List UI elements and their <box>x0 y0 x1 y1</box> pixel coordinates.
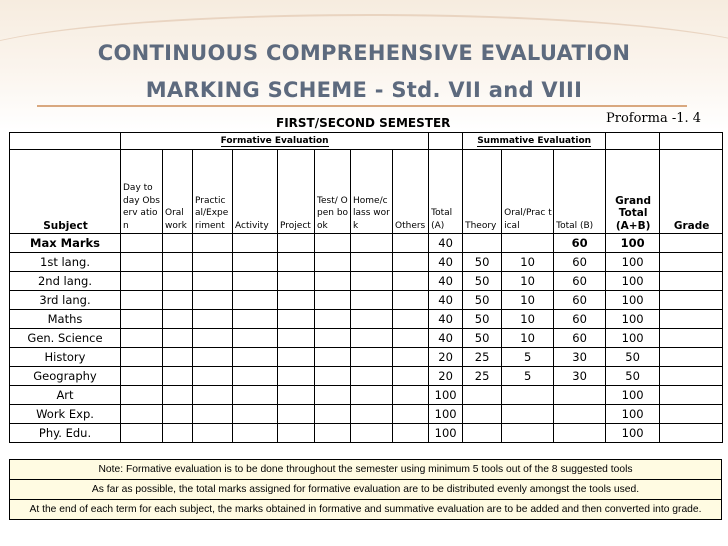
col-grand-total-header: Grand Total (A+B) <box>606 150 660 234</box>
col-home-class-work-header: Home/c lass work <box>351 150 393 234</box>
total-b-cell: 60 <box>554 291 606 310</box>
formative-tool-cell <box>121 310 163 329</box>
group-header-blank <box>429 133 463 150</box>
formative-tool-cell <box>121 348 163 367</box>
grand-total-cell: 100 <box>606 329 660 348</box>
oral-practical-cell: 5 <box>502 367 554 386</box>
total-b-cell <box>554 386 606 405</box>
formative-tool-cell <box>193 424 233 443</box>
row-subject: 3rd lang. <box>10 291 121 310</box>
total-b-cell: 60 <box>554 329 606 348</box>
formative-tool-cell <box>393 424 429 443</box>
formative-tool-cell <box>393 386 429 405</box>
formative-tool-cell <box>193 310 233 329</box>
formative-tool-cell <box>278 424 315 443</box>
notes-body <box>10 460 722 520</box>
row-subject: Geography <box>10 367 121 386</box>
formative-tool-cell <box>315 234 351 253</box>
theory-cell <box>463 405 502 424</box>
total-a-cell: 40 <box>429 329 463 348</box>
formative-tool-cell <box>193 253 233 272</box>
formative-tool-cell <box>163 424 193 443</box>
formative-tool-cell <box>193 348 233 367</box>
formative-tool-cell <box>393 329 429 348</box>
formative-tool-cell <box>351 253 393 272</box>
col-oral-practical-header: Oral/Prac tical <box>502 150 554 234</box>
formative-tool-cell <box>278 367 315 386</box>
formative-tool-cell <box>393 405 429 424</box>
formative-header <box>121 133 429 150</box>
formative-tool-cell <box>315 272 351 291</box>
oral-practical-cell: 10 <box>502 253 554 272</box>
theory-cell: 50 <box>463 253 502 272</box>
formative-tool-cell <box>121 234 163 253</box>
formative-tool-cell <box>121 253 163 272</box>
formative-tool-cell <box>233 310 278 329</box>
col-total-b-header: Total (B) <box>554 150 606 234</box>
col-theory-header: Theory <box>463 150 502 234</box>
row-subject: Art <box>10 386 121 405</box>
total-a-cell: 20 <box>429 367 463 386</box>
table-row <box>10 253 723 272</box>
row-subject: Work Exp. <box>10 405 121 424</box>
theory-cell <box>463 386 502 405</box>
table-row <box>10 367 723 386</box>
col-subject-header: Subject <box>10 150 121 234</box>
formative-tool-cell <box>233 234 278 253</box>
formative-tool-cell <box>351 329 393 348</box>
total-b-cell <box>554 405 606 424</box>
formative-tool-cell <box>233 291 278 310</box>
table-row <box>10 424 723 443</box>
formative-tool-cell <box>315 329 351 348</box>
note-row <box>10 460 722 480</box>
table-row <box>10 272 723 291</box>
row-subject: History <box>10 348 121 367</box>
formative-tool-cell <box>233 272 278 291</box>
formative-tool-cell <box>163 405 193 424</box>
oral-practical-cell <box>502 424 554 443</box>
row-subject: Gen. Science <box>10 329 121 348</box>
formative-tool-cell <box>163 253 193 272</box>
grade-cell <box>660 310 723 329</box>
col-oral-work-header: Oral work <box>163 150 193 234</box>
formative-tool-cell <box>315 405 351 424</box>
grade-cell <box>660 405 723 424</box>
column-header-row <box>10 150 723 234</box>
col-others-header: Others <box>393 150 429 234</box>
total-b-cell: 30 <box>554 367 606 386</box>
grand-total-cell: 100 <box>606 405 660 424</box>
theory-cell: 50 <box>463 310 502 329</box>
formative-tool-cell <box>315 424 351 443</box>
oral-practical-cell <box>502 405 554 424</box>
formative-tool-cell <box>193 367 233 386</box>
formative-tool-cell <box>278 348 315 367</box>
group-header-blank <box>660 133 723 150</box>
oral-practical-cell: 10 <box>502 310 554 329</box>
formative-tool-cell <box>163 234 193 253</box>
oral-practical-cell <box>502 234 554 253</box>
row-subject: Phy. Edu. <box>10 424 121 443</box>
notes-box <box>9 459 722 520</box>
grand-total-cell: 50 <box>606 348 660 367</box>
formative-tool-cell <box>193 386 233 405</box>
row-subject: Max Marks <box>10 234 121 253</box>
note-text: As far as possible, the total marks assigned for formative evaluation are to be distributed evenly amongst the tools used. <box>10 480 722 500</box>
table-body <box>10 234 723 443</box>
formative-tool-cell <box>163 272 193 291</box>
table-row <box>10 329 723 348</box>
note-row <box>10 480 722 500</box>
grade-cell <box>660 291 723 310</box>
formative-tool-cell <box>121 405 163 424</box>
formative-tool-cell <box>393 367 429 386</box>
total-a-cell: 40 <box>429 310 463 329</box>
title-underline <box>37 105 687 107</box>
formative-tool-cell <box>393 291 429 310</box>
total-a-cell: 100 <box>429 386 463 405</box>
total-a-cell: 100 <box>429 424 463 443</box>
oral-practical-cell: 5 <box>502 348 554 367</box>
col-project-header: Project <box>278 150 315 234</box>
formative-tool-cell <box>233 329 278 348</box>
formative-tool-cell <box>233 253 278 272</box>
formative-tool-cell <box>351 348 393 367</box>
oral-practical-cell: 10 <box>502 291 554 310</box>
formative-tool-cell <box>315 386 351 405</box>
formative-tool-cell <box>315 310 351 329</box>
grade-cell <box>660 424 723 443</box>
grand-total-cell: 100 <box>606 234 660 253</box>
formative-tool-cell <box>278 234 315 253</box>
formative-tool-cell <box>278 272 315 291</box>
group-header-row <box>10 133 723 150</box>
oral-practical-cell: 10 <box>502 329 554 348</box>
formative-tool-cell <box>121 291 163 310</box>
formative-tool-cell <box>121 272 163 291</box>
grade-cell <box>660 367 723 386</box>
total-b-cell: 60 <box>554 253 606 272</box>
total-b-cell: 60 <box>554 310 606 329</box>
formative-tool-cell <box>163 348 193 367</box>
table-row <box>10 291 723 310</box>
theory-cell: 50 <box>463 329 502 348</box>
formative-tool-cell <box>121 386 163 405</box>
oral-practical-cell: 10 <box>502 272 554 291</box>
theory-cell <box>463 424 502 443</box>
formative-tool-cell <box>193 405 233 424</box>
formative-tool-cell <box>233 405 278 424</box>
col-day-to-day-observation-header: Day to day Observ ation <box>121 150 163 234</box>
total-a-cell: 40 <box>429 234 463 253</box>
col-test-open-book-header: Test/ Open book <box>315 150 351 234</box>
grand-total-cell: 50 <box>606 367 660 386</box>
total-b-cell: 60 <box>554 234 606 253</box>
grand-total-cell: 100 <box>606 272 660 291</box>
total-b-cell: 60 <box>554 272 606 291</box>
col-total-a-header: Total (A) <box>429 150 463 234</box>
formative-tool-cell <box>193 291 233 310</box>
total-a-cell: 40 <box>429 272 463 291</box>
formative-tool-cell <box>278 386 315 405</box>
formative-tool-cell <box>393 253 429 272</box>
grand-total-cell: 100 <box>606 310 660 329</box>
formative-tool-cell <box>351 291 393 310</box>
formative-tool-cell <box>351 272 393 291</box>
grade-cell <box>660 272 723 291</box>
col-grade-header: Grade <box>660 150 723 234</box>
grand-total-cell: 100 <box>606 424 660 443</box>
formative-tool-cell <box>233 386 278 405</box>
formative-tool-cell <box>278 291 315 310</box>
grade-cell <box>660 329 723 348</box>
total-a-cell: 40 <box>429 253 463 272</box>
formative-tool-cell <box>233 424 278 443</box>
theory-cell: 50 <box>463 291 502 310</box>
formative-tool-cell <box>193 329 233 348</box>
formative-tool-cell <box>315 348 351 367</box>
formative-tool-cell <box>351 367 393 386</box>
row-subject: Maths <box>10 310 121 329</box>
formative-tool-cell <box>233 367 278 386</box>
total-b-cell: 30 <box>554 348 606 367</box>
total-a-cell: 20 <box>429 348 463 367</box>
formative-tool-cell <box>163 367 193 386</box>
table-row <box>10 386 723 405</box>
col-activity-header: Activity <box>233 150 278 234</box>
grade-cell <box>660 234 723 253</box>
group-header-blank <box>606 133 660 150</box>
total-a-cell: 40 <box>429 291 463 310</box>
formative-tool-cell <box>351 424 393 443</box>
formative-tool-cell <box>393 272 429 291</box>
table-row <box>10 348 723 367</box>
formative-tool-cell <box>351 405 393 424</box>
table-row <box>10 310 723 329</box>
summative-header-label: Summative Evaluation <box>477 136 592 146</box>
marking-scheme-table <box>9 132 723 443</box>
note-text: At the end of each term for each subject, the marks obtained in formative and summative evaluation are to be added and then converted into grade. <box>10 500 722 520</box>
grade-cell <box>660 348 723 367</box>
formative-tool-cell <box>393 234 429 253</box>
proforma-label: Proforma -1. 4 <box>606 111 702 126</box>
formative-tool-cell <box>278 253 315 272</box>
formative-tool-cell <box>121 329 163 348</box>
formative-tool-cell <box>163 386 193 405</box>
row-subject: 1st lang. <box>10 253 121 272</box>
formative-tool-cell <box>315 253 351 272</box>
total-b-cell <box>554 424 606 443</box>
formative-tool-cell <box>193 272 233 291</box>
slide-title-line-2: MARKING SCHEME - Std. VII and VIII <box>145 78 583 102</box>
grand-total-cell: 100 <box>606 386 660 405</box>
formative-tool-cell <box>193 234 233 253</box>
formative-tool-cell <box>163 310 193 329</box>
formative-tool-cell <box>163 291 193 310</box>
formative-tool-cell <box>121 367 163 386</box>
total-a-cell: 100 <box>429 405 463 424</box>
table-row <box>10 405 723 424</box>
note-row <box>10 500 722 520</box>
slide-title-line-1: CONTINUOUS COMPREHENSIVE EVALUATION <box>97 41 631 65</box>
formative-tool-cell <box>278 310 315 329</box>
formative-tool-cell <box>393 310 429 329</box>
max-marks-row <box>10 234 723 253</box>
formative-tool-cell <box>121 424 163 443</box>
theory-cell <box>463 234 502 253</box>
formative-tool-cell <box>278 329 315 348</box>
grand-total-cell: 100 <box>606 253 660 272</box>
formative-tool-cell <box>393 348 429 367</box>
theory-cell: 25 <box>463 348 502 367</box>
formative-tool-cell <box>351 386 393 405</box>
semester-heading: FIRST/SECOND SEMESTER <box>276 116 451 130</box>
theory-cell: 25 <box>463 367 502 386</box>
col-practical-experiment-header: Practic al/Expe riment <box>193 150 233 234</box>
grade-cell <box>660 253 723 272</box>
oral-practical-cell <box>502 386 554 405</box>
grade-cell <box>660 386 723 405</box>
formative-tool-cell <box>233 348 278 367</box>
note-text: Note: Formative evaluation is to be done throughout the semester using minimum 5 tools out of the 8 suggested tools <box>10 460 722 480</box>
formative-tool-cell <box>351 310 393 329</box>
formative-tool-cell <box>278 405 315 424</box>
formative-tool-cell <box>315 291 351 310</box>
formative-header-label: Formative Evaluation <box>220 136 329 146</box>
formative-tool-cell <box>315 367 351 386</box>
formative-tool-cell <box>351 234 393 253</box>
summative-header <box>463 133 606 150</box>
grand-total-cell: 100 <box>606 291 660 310</box>
theory-cell: 50 <box>463 272 502 291</box>
formative-tool-cell <box>163 329 193 348</box>
row-subject: 2nd lang. <box>10 272 121 291</box>
group-header-blank <box>10 133 121 150</box>
